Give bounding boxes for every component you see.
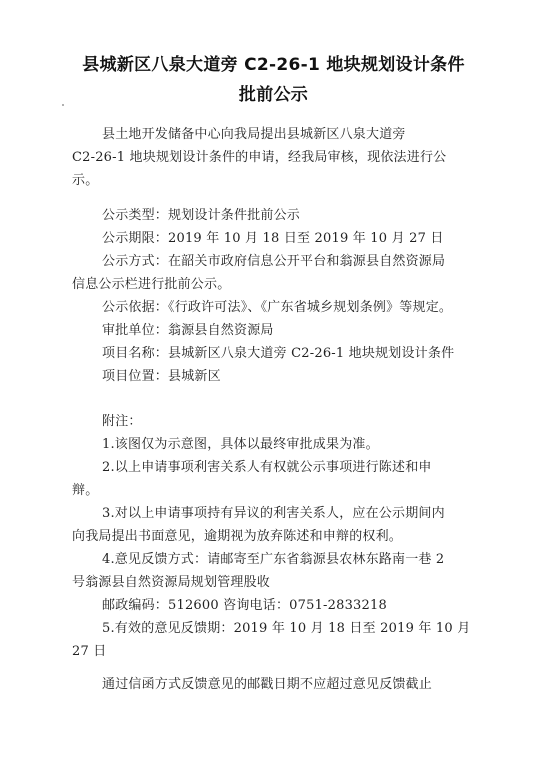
note-2-cont: 辩。 bbox=[72, 483, 99, 498]
scan-speck bbox=[62, 104, 64, 106]
notes-heading: 附注： bbox=[102, 414, 142, 429]
field-method-cont: 信息公示栏进行批前公示。 bbox=[72, 277, 231, 292]
document-subtitle: 批前公示 bbox=[238, 85, 309, 105]
notes-section bbox=[72, 410, 490, 696]
intro-paragraph bbox=[72, 123, 490, 192]
note-4-cont: 号翁源县自然资源局规划管理股收 bbox=[72, 575, 271, 590]
note-1: 1.该图仅为示意图，具体以最终审批成果为准。 bbox=[102, 437, 379, 452]
notice-fields bbox=[72, 204, 490, 388]
postal-phone: 邮政编码：512600 咨询电话：0751-2833218 bbox=[102, 598, 387, 613]
field-basis: 公示依据：《行政许可法》、《广东省城乡规划条例》等规定。 bbox=[102, 300, 453, 315]
note-4: 4.意见反馈方式：请邮寄至广东省翁源县农林东路南一巷 2 bbox=[102, 552, 445, 567]
note-3-cont: 向我局提出书面意见，逾期视为放弃陈述和申辩的权利。 bbox=[72, 529, 403, 544]
field-location: 项目位置：县城新区 bbox=[102, 369, 221, 384]
note-3: 3.对以上申请事项持有异议的利害关系人，应在公示期间内 bbox=[102, 506, 445, 521]
field-type: 公示类型：规划设计条件批前公示 bbox=[102, 208, 301, 223]
field-project-name: 项目名称：县城新区八泉大道旁 C2-26-1 地块规划设计条件 bbox=[102, 346, 455, 361]
field-approver: 审批单位：翁源县自然资源局 bbox=[102, 323, 274, 338]
closing-line: 通过信函方式反馈意见的邮戳日期不应超过意见反馈截止 bbox=[102, 677, 433, 692]
intro-line: 县土地开发储备中心向我局提出县城新区八泉大道旁 bbox=[102, 127, 406, 142]
field-method: 公示方式：在韶关市政府信息公开平台和翁源县自然资源局 bbox=[102, 254, 446, 269]
note-2: 2.以上申请事项利害关系人有权就公示事项进行陈述和申 bbox=[102, 460, 432, 475]
intro-line: C2-26-1 地块规划设计条件的申请，经我局审核，现依法进行公 bbox=[72, 150, 447, 165]
intro-line: 示。 bbox=[72, 173, 99, 188]
note-5: 5.有效的意见反馈期：2019 年 10 月 18 日至 2019 年 10 月 bbox=[102, 621, 471, 636]
document-title: 县城新区八泉大道旁 C2-26-1 地块规划设计条件 bbox=[82, 55, 465, 75]
note-5-cont: 27 日 bbox=[72, 644, 107, 659]
field-period: 公示期限：2019 年 10 月 18 日至 2019 年 10 月 27 日 bbox=[102, 231, 444, 246]
